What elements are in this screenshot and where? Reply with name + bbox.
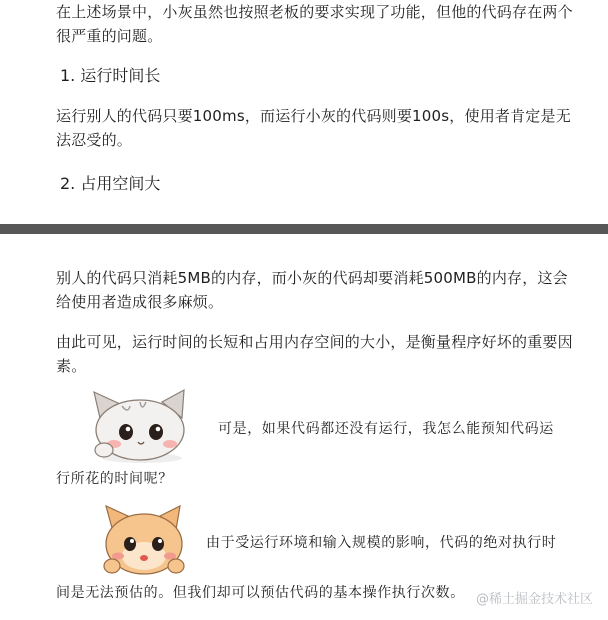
paragraph-conclusion: 由此可见，运行时间的长短和占用内存空间的大小，是衡量程序好坏的重要因素。 <box>56 333 573 375</box>
heading-space-usage: 2. 占用空间大 <box>60 174 161 193</box>
paragraph-running-time: 运行别人的代码只要100ms，而运行小灰的代码则要100s，使用者肯定是无法忍受的。 <box>56 107 571 149</box>
heading-running-time: 1. 运行时间长 <box>60 66 161 85</box>
dialog-question-line2: 行所花的时间呢？ <box>56 471 173 487</box>
paragraph-intro <box>56 0 576 48</box>
dialog-answer-line2: 间是无法预估的。但我们却可以预估代码的基本操作执行次数。 <box>56 585 465 601</box>
dialog-question-line1: 可是，如果代码都还没有运行，我怎么能预知代码运 <box>218 421 554 437</box>
paragraph-memory: 别人的代码只消耗5MB的内存，而小灰的代码却要消耗500MB的内存，这会给使用者造成很多麻烦。 <box>56 269 568 311</box>
watermark: @稀土掘金技术社区 <box>476 592 594 607</box>
dialog-answer-line1: 由于受运行环境和输入规模的影响，代码的绝对执行时 <box>206 535 557 551</box>
paragraph-intro-text: 在上述场景中，小灰虽然也按照老板的要求实现了功能，但他的代码存在两个很严重的问题。 <box>56 3 573 45</box>
grey-cat-illustration <box>84 388 194 464</box>
section-divider <box>0 224 608 234</box>
orange-cat-illustration <box>100 504 186 580</box>
